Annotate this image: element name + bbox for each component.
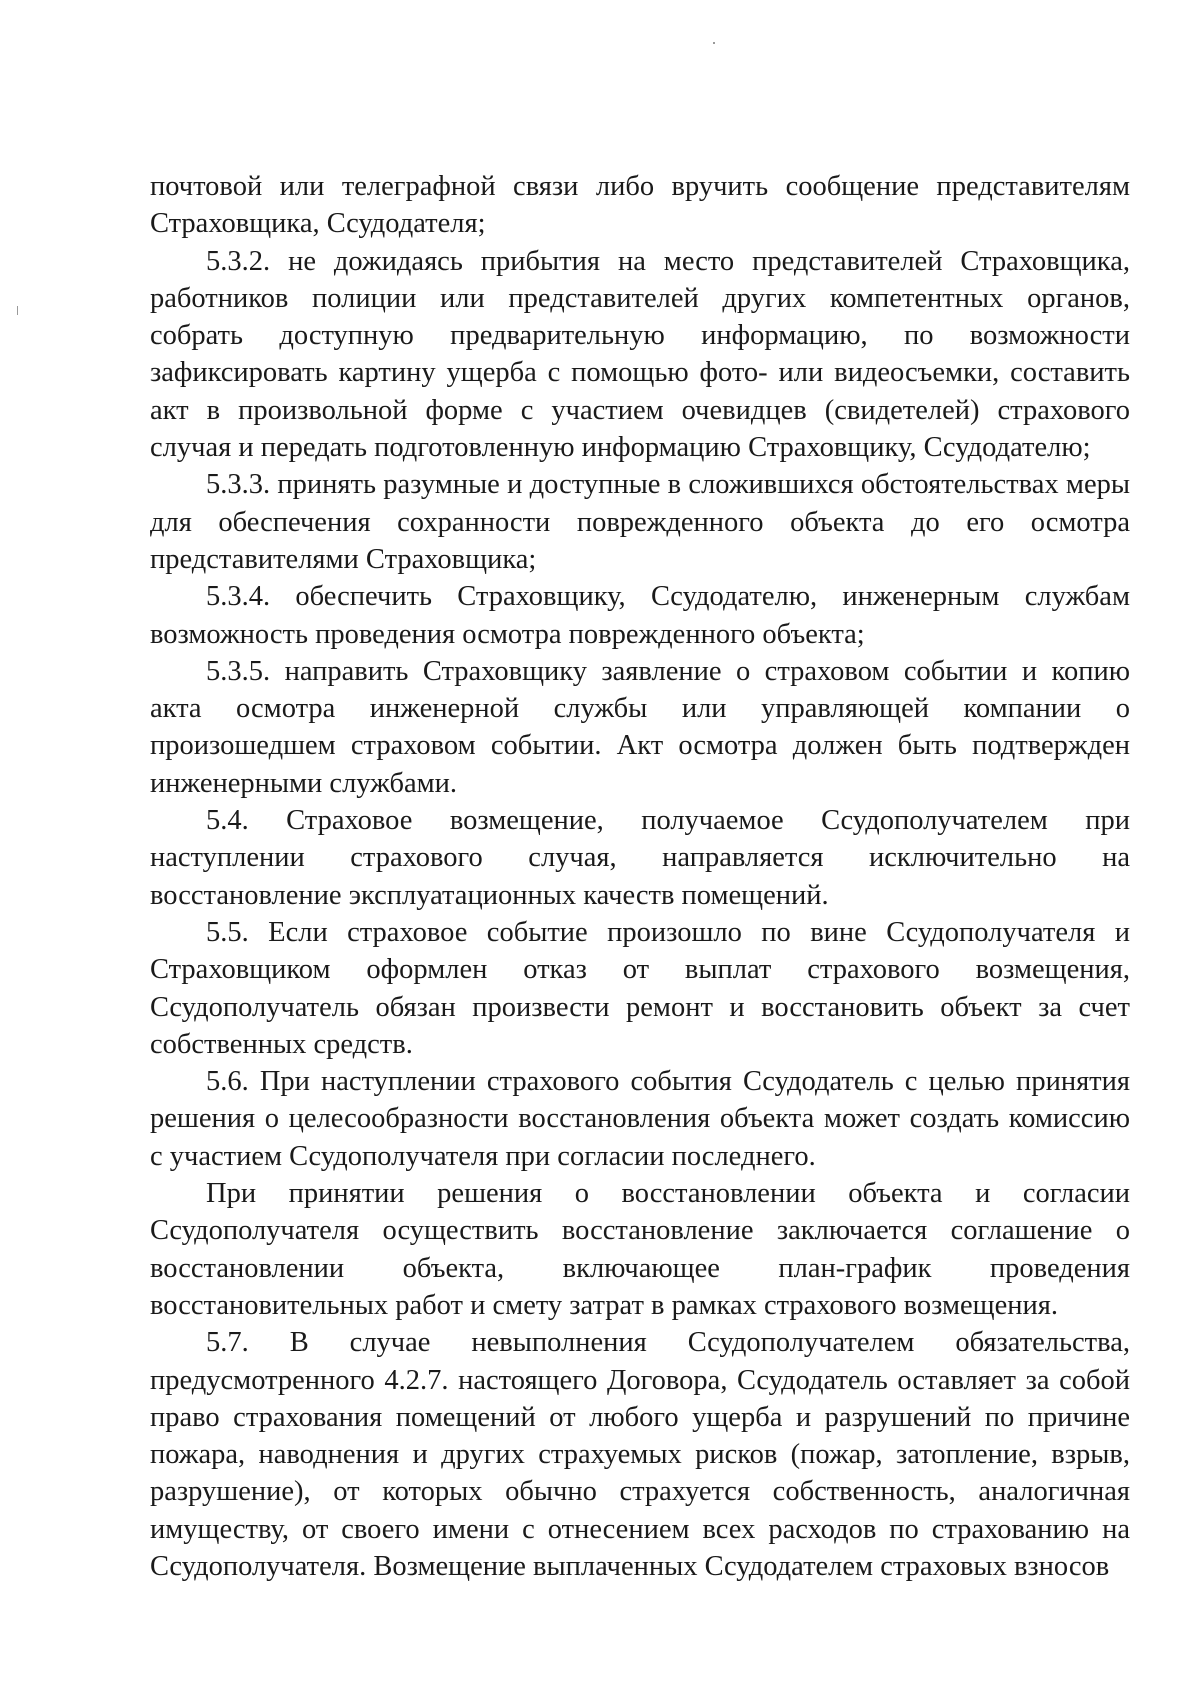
paragraph-continuation: почтовой или телеграфной связи либо вручить сообщение представителям Страховщика, Ссудодателя;	[150, 171, 1130, 240]
paragraph-5-6-restoration: При принятии решения о восстановлении объекта и согласии Ссудополучателя осуществить восстановление заключается соглашение о восстановлении объекта, включающее план-график проведения восстановительных работ и смету затрат в рамках страхового возмещения.	[150, 1178, 1130, 1321]
scan-artifact-dot	[713, 42, 715, 44]
paragraph-5-4: 5.4. Страховое возмещение, получаемое Ссудополучателем при наступлении страхового случая, направляется исключительно на восстановление эксплуатационных качеств помещений.	[150, 805, 1130, 911]
paragraph-5-5: 5.5. Если страховое событие произошло по вине Ссудополучателя и Страховщиком оформлен отказ от выплат страхового возмещения, Ссудополучатель обязан произвести ремонт и восстановить объект за счет собственных средств.	[150, 916, 1130, 1060]
scan-artifact-tick	[17, 306, 18, 315]
paragraph-5-7: 5.7. В случае невыполнения Ссудополучателем обязательства, предусмотренного 4.2.7. настоящего Договора, Ссудодатель оставляет за собой право страхования помещений от любого ущерба и разрушений по причине пожара, наводнения и других страхуемых рисков (пожар, затопление, взрыв, разрушение), от которых обычно страхуется собственность, аналогичная имуществу, от своего имени с отнесением всех расходов по страхованию на Ссудополучателя. Возмещение выплаченных Ссудодателем страховых взносов	[150, 1327, 1130, 1582]
paragraph-5-3-2: 5.3.2. не дожидаясь прибытия на место представителей Страховщика, работников полиции или представителей других компетентных органов, собрать доступную предварительную информацию, по возможности зафиксировать картину ущерба с помощью фото- или видеосъемки, составить акт в произвольной форме с участием очевидцев (свидетелей) страхового случая и передать подготовленную информацию Страховщику, Ссудодателю;	[150, 245, 1130, 464]
paragraph-5-3-3: 5.3.3. принять разумные и доступные в сложившихся обстоятельствах меры для обеспечения сохранности поврежденного объекта до его осмотра представителями Страховщика;	[150, 469, 1130, 575]
paragraph-5-3-4: 5.3.4. обеспечить Страховщику, Ссудодателю, инженерным службам возможность проведения осмотра поврежденного объекта;	[150, 581, 1130, 650]
document-page	[150, 168, 1130, 1585]
paragraph-5-6: 5.6. При наступлении страхового события Ссудодатель с целью принятия решения о целесообразности восстановления объекта может создать комиссию с участием Ссудополучателя при согласии последнего.	[150, 1066, 1130, 1172]
paragraph-5-3-5: 5.3.5. направить Страховщику заявление о страховом событии и копию акта осмотра инженерной службы или управляющей компании о произошедшем страховом событии. Акт осмотра должен быть подтвержден инженерными службами.	[150, 655, 1130, 799]
